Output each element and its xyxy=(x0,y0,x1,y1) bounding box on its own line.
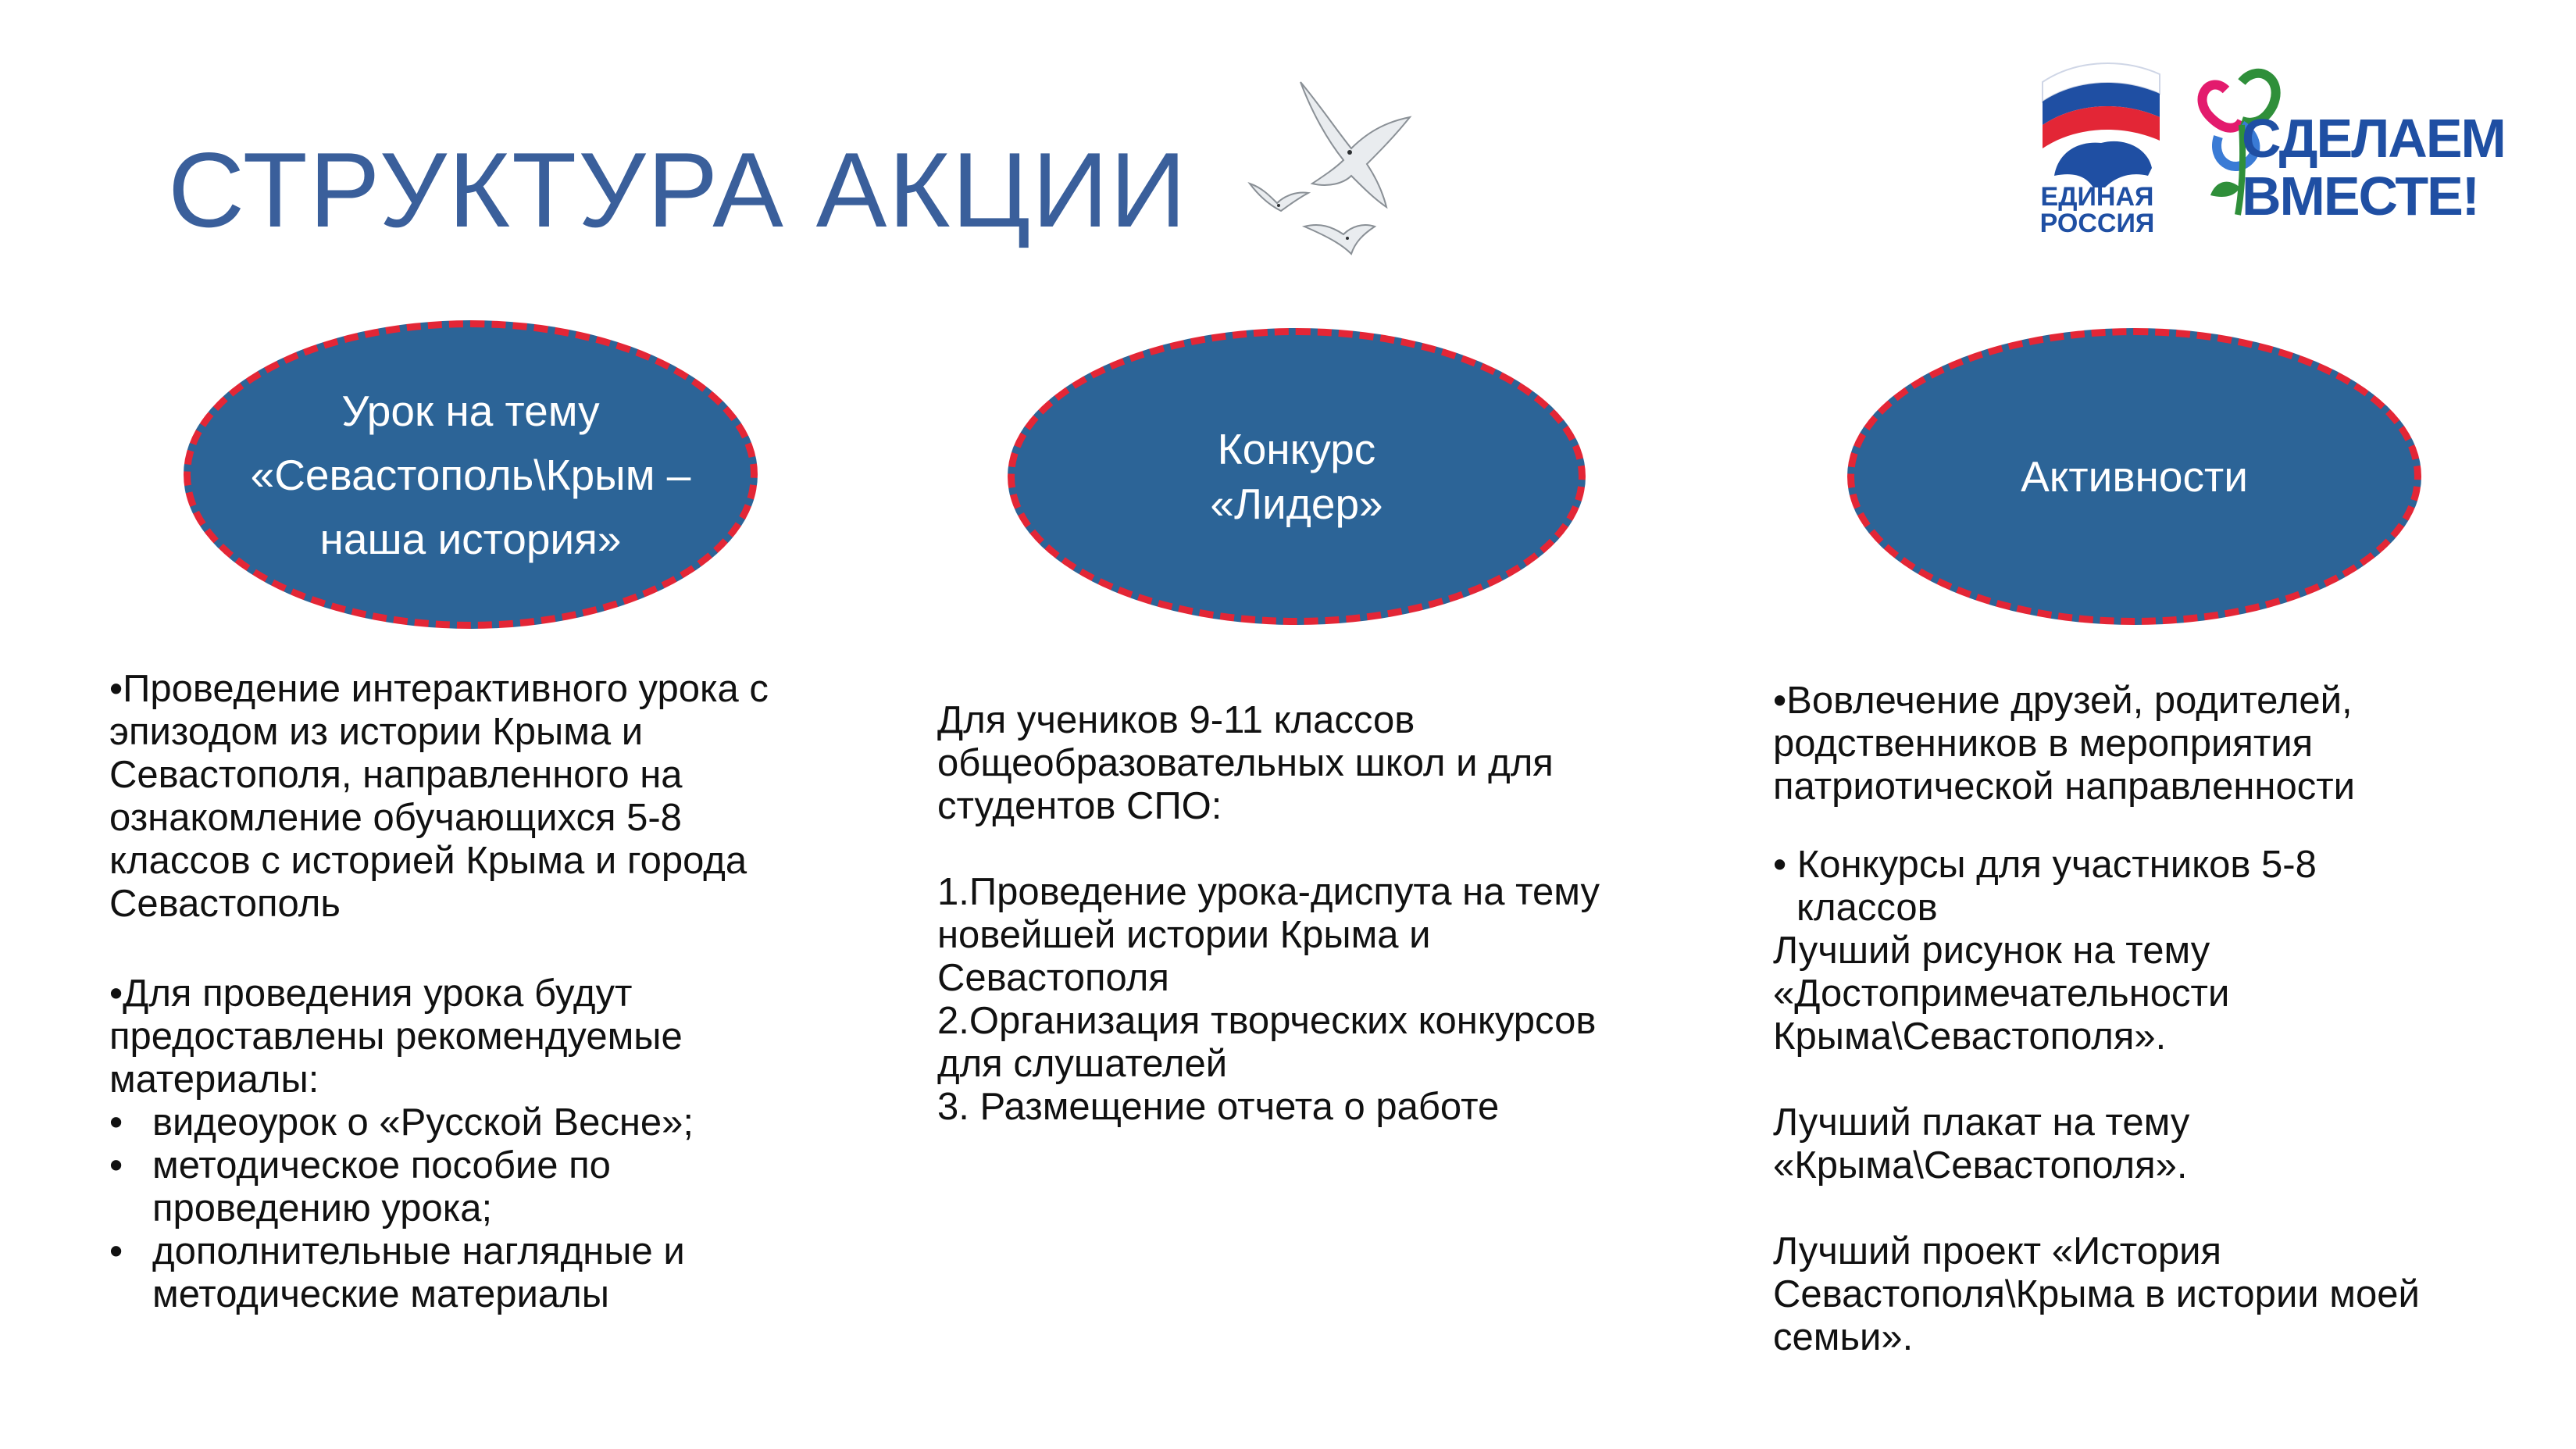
paragraph xyxy=(1773,930,2554,1058)
text-line: Севастополя, направленного на xyxy=(109,754,683,796)
text-line: 1.Проведение урока-диспута на тему xyxy=(937,871,1600,913)
oval-text: наша история» xyxy=(319,514,622,563)
paragraph xyxy=(109,973,859,1101)
oval-text: Конкурс xyxy=(1217,425,1376,473)
text-line: ознакомление обучающихся 5-8 xyxy=(109,797,682,839)
text-line: •Для проведения урока будут xyxy=(109,973,633,1015)
oval-contest xyxy=(1008,328,1586,625)
text-line: дополнительные наглядные и xyxy=(152,1230,685,1272)
text-line: предоставлены рекомендуемые xyxy=(109,1015,683,1058)
oval-text: Активности xyxy=(2021,452,2248,501)
oval-text: Урок на тему xyxy=(341,386,600,435)
oval-text: «Лидер» xyxy=(1210,480,1383,528)
text-line: 2.Организация творческих конкурсов xyxy=(937,1000,1597,1042)
page-title: СТРУКТУРА АКЦИИ xyxy=(168,130,1188,249)
text-line: патриотической направленности xyxy=(1773,766,2356,808)
text-line: Севастополя\Крыма в истории моей xyxy=(1773,1273,2420,1315)
oval-text: «Севастополь\Крым – xyxy=(250,450,691,499)
lesson-description xyxy=(109,668,859,1316)
logo-text-line: ВМЕСТЕ! xyxy=(2242,166,2479,227)
text-line: методические материалы xyxy=(152,1273,609,1315)
paragraph xyxy=(1773,1101,2554,1187)
logo-text-line: РОССИЯ xyxy=(2039,209,2155,238)
text-line: Лучший рисунок на тему xyxy=(1773,930,2210,972)
text-line: Для учеников 9-11 классов xyxy=(937,699,1415,741)
paragraph xyxy=(937,871,1718,1129)
text-line: материалы: xyxy=(109,1058,319,1101)
text-line: эпизодом из истории Крыма и xyxy=(109,711,644,753)
text-line: родственников в мероприятия xyxy=(1773,723,2314,765)
bullet: • xyxy=(109,1101,123,1144)
oval-activities xyxy=(1847,328,2421,625)
text-line: «Крыма\Севастополя». xyxy=(1773,1144,2188,1187)
paragraph xyxy=(1773,844,2554,930)
united-russia-logo-text xyxy=(2031,184,2164,237)
logo-text-line: СДЕЛАЕМ xyxy=(2242,108,2505,169)
bullet: • xyxy=(109,1144,123,1187)
oval-lesson xyxy=(184,320,758,629)
text-line: семьи». xyxy=(1773,1316,1914,1358)
text-line: «Достопримечательности xyxy=(1773,973,2230,1015)
text-line: • Конкурсы для участников 5-8 xyxy=(1773,844,2317,886)
text-line: методическое пособие по xyxy=(152,1144,611,1187)
text-line: для слушателей xyxy=(937,1043,1228,1085)
text-line: видеоурок о «Русской Весне»; xyxy=(152,1101,694,1144)
activities-description xyxy=(1773,680,2554,1359)
bullet: • xyxy=(109,1230,123,1272)
text-line: новейшей истории Крыма и xyxy=(937,914,1431,956)
materials-list xyxy=(109,1101,859,1316)
paragraph xyxy=(1773,680,2554,808)
text-line: 3. Размещение отчета о работе xyxy=(937,1086,1500,1128)
text-line: Крыма\Севастополя». xyxy=(1773,1015,2167,1058)
list-item xyxy=(109,1101,859,1144)
text-line: Лучший плакат на тему xyxy=(1773,1101,2190,1144)
list-item xyxy=(109,1230,859,1316)
list-item xyxy=(109,1144,859,1230)
text-line: Севастополь xyxy=(109,883,341,925)
logo-text-line: ЕДИНАЯ xyxy=(2040,182,2154,212)
seagulls-image xyxy=(1234,74,1468,269)
text-line: Лучший проект «История xyxy=(1773,1230,2222,1272)
sdelaem-vmeste-logo-text xyxy=(2242,109,2505,225)
paragraph xyxy=(937,699,1718,828)
text-line: •Проведение интерактивного урока с xyxy=(109,668,769,710)
paragraph xyxy=(109,668,859,926)
text-line: классов xyxy=(1796,887,1938,929)
text-line: проведению урока; xyxy=(152,1187,493,1230)
text-line: студентов СПО: xyxy=(937,785,1222,827)
contest-description xyxy=(937,699,1718,1129)
text-line: общеобразовательных школ и для xyxy=(937,742,1554,784)
text-line: классов с историей Крыма и города xyxy=(109,840,747,882)
text-line: Севастополя xyxy=(937,957,1169,999)
paragraph xyxy=(1773,1230,2554,1359)
text-line: •Вовлечение друзей, родителей, xyxy=(1773,680,2353,722)
